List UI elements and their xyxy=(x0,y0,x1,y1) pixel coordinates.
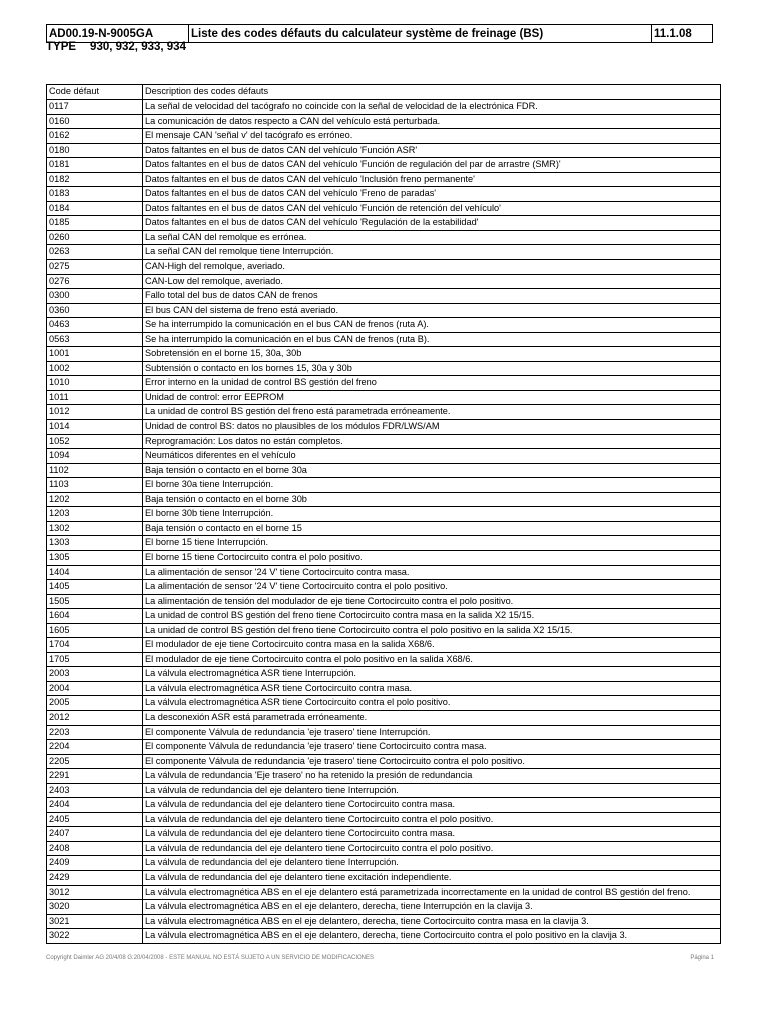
table-row xyxy=(47,594,721,609)
table-row xyxy=(47,114,721,129)
fault-description: La unidad de control BS gestión del freno está parametrada erróneamente. xyxy=(143,405,721,420)
table-row xyxy=(47,914,721,929)
table-row xyxy=(47,172,721,187)
fault-description: La alimentación de sensor '24 V' tiene Cortocircuito contra el polo positivo. xyxy=(143,580,721,595)
table-row xyxy=(47,332,721,347)
table-row xyxy=(47,623,721,638)
fault-code: 0260 xyxy=(47,230,143,245)
fault-code: 1010 xyxy=(47,376,143,391)
fault-description: La válvula electromagnética ASR tiene Cortocircuito contra el polo positivo. xyxy=(143,696,721,711)
fault-description: El modulador de eje tiene Cortocircuito contra el polo positivo en la salida X68/6. xyxy=(143,652,721,667)
fault-description: El modulador de eje tiene Cortocircuito contra masa en la salida X68/6. xyxy=(143,638,721,653)
fault-code: 0117 xyxy=(47,100,143,115)
table-row xyxy=(47,187,721,202)
fault-description: El borne 30a tiene Interrupción. xyxy=(143,478,721,493)
fault-code: 0275 xyxy=(47,260,143,275)
fault-description: La válvula de redundancia del eje delantero tiene Cortocircuito contra el polo positivo. xyxy=(143,812,721,827)
fault-description: La válvula de redundancia del eje delantero tiene Cortocircuito contra masa. xyxy=(143,798,721,813)
table-row xyxy=(47,318,721,333)
fault-description: Se ha interrumpido la comunicación en el bus CAN de frenos (ruta B). xyxy=(143,332,721,347)
fault-code: 1705 xyxy=(47,652,143,667)
table-row xyxy=(47,347,721,362)
fault-description: La señal de velocidad del tacógrafo no coincide con la señal de velocidad de la electrónica FDR. xyxy=(143,100,721,115)
table-row xyxy=(47,390,721,405)
table-row xyxy=(47,798,721,813)
fault-code: 1505 xyxy=(47,594,143,609)
fault-code-table xyxy=(46,84,721,944)
fault-code: 1605 xyxy=(47,623,143,638)
fault-description: La válvula de redundancia 'Eje trasero' no ha retenido la presión de redundancia xyxy=(143,769,721,784)
table-row xyxy=(47,100,721,115)
fault-code: 3012 xyxy=(47,885,143,900)
table-row xyxy=(47,885,721,900)
fault-description: La válvula de redundancia del eje delantero tiene Cortocircuito contra el polo positivo. xyxy=(143,841,721,856)
fault-description: El borne 30b tiene Interrupción. xyxy=(143,507,721,522)
fault-code: 1002 xyxy=(47,361,143,376)
fault-code: 2005 xyxy=(47,696,143,711)
fault-code: 0463 xyxy=(47,318,143,333)
table-row xyxy=(47,870,721,885)
fault-code: 0182 xyxy=(47,172,143,187)
fault-description: La desconexión ASR está parametrada erróneamente. xyxy=(143,710,721,725)
page-number: Página 1 xyxy=(690,955,714,961)
fault-description: El borne 15 tiene Cortocircuito contra el polo positivo. xyxy=(143,550,721,565)
fault-description: Reprogramación: Los datos no están completos. xyxy=(143,434,721,449)
fault-code: 0181 xyxy=(47,158,143,173)
table-row xyxy=(47,725,721,740)
table-row xyxy=(47,434,721,449)
table-row xyxy=(47,900,721,915)
table-row xyxy=(47,536,721,551)
fault-code: 1001 xyxy=(47,347,143,362)
fault-description: El mensaje CAN 'señal v' del tacógrafo es erróneo. xyxy=(143,129,721,144)
fault-code: 1012 xyxy=(47,405,143,420)
fault-code: 1103 xyxy=(47,478,143,493)
table-row xyxy=(47,710,721,725)
fault-description: La comunicación de datos respecto a CAN del vehículo está perturbada. xyxy=(143,114,721,129)
fault-description: CAN-High del remolque, averiado. xyxy=(143,260,721,275)
fault-code: 2012 xyxy=(47,710,143,725)
fault-description: Subtensión o contacto en los bornes 15, 30a y 30b xyxy=(143,361,721,376)
table-row xyxy=(47,129,721,144)
fault-code: 1102 xyxy=(47,463,143,478)
fault-code: 1604 xyxy=(47,609,143,624)
fault-description: Baja tensión o contacto en el borne 15 xyxy=(143,521,721,536)
fault-code: 3022 xyxy=(47,929,143,944)
table-row xyxy=(47,158,721,173)
table-row xyxy=(47,827,721,842)
fault-code: 3020 xyxy=(47,900,143,915)
table-row xyxy=(47,521,721,536)
table-row xyxy=(47,667,721,682)
fault-description: La válvula electromagnética ABS en el eje delantero, derecha, tiene Cortocircuito contra masa en la clavija 3. xyxy=(143,914,721,929)
fault-description: Datos faltantes en el bus de datos CAN del vehículo 'Función de retención del vehículo' xyxy=(143,201,721,216)
fault-description: La válvula de redundancia del eje delantero tiene excitación independiente. xyxy=(143,870,721,885)
table-row xyxy=(47,289,721,304)
fault-description: Datos faltantes en el bus de datos CAN del vehículo 'Freno de paradas' xyxy=(143,187,721,202)
fault-description: La unidad de control BS gestión del freno tiene Cortocircuito contra el polo positivo en la salida X2 15/15. xyxy=(143,623,721,638)
fault-code: 1303 xyxy=(47,536,143,551)
fault-code: 1704 xyxy=(47,638,143,653)
fault-description: Se ha interrumpido la comunicación en el bus CAN de frenos (ruta A). xyxy=(143,318,721,333)
fault-description: La unidad de control BS gestión del freno tiene Cortocircuito contra masa en la salida X2 15/15. xyxy=(143,609,721,624)
table-row xyxy=(47,580,721,595)
fault-code: 0180 xyxy=(47,143,143,158)
fault-code: 2408 xyxy=(47,841,143,856)
fault-description: Error interno en la unidad de control BS gestión del freno xyxy=(143,376,721,391)
fault-description: El borne 15 tiene Interrupción. xyxy=(143,536,721,551)
fault-code: 1014 xyxy=(47,420,143,435)
fault-code: 0162 xyxy=(47,129,143,144)
fault-code: 1404 xyxy=(47,565,143,580)
table-row xyxy=(47,841,721,856)
fault-code: 1202 xyxy=(47,492,143,507)
fault-code: 2403 xyxy=(47,783,143,798)
fault-description: La válvula electromagnética ASR tiene Cortocircuito contra masa. xyxy=(143,681,721,696)
table-row xyxy=(47,769,721,784)
fault-code: 2429 xyxy=(47,870,143,885)
fault-code: 0160 xyxy=(47,114,143,129)
table-row xyxy=(47,638,721,653)
table-row xyxy=(47,565,721,580)
table-row xyxy=(47,696,721,711)
doc-date: 11.1.08 xyxy=(652,25,713,43)
table-row xyxy=(47,143,721,158)
fault-code: 0276 xyxy=(47,274,143,289)
fault-description: La alimentación de tensión del modulador de eje tiene Cortocircuito contra el polo positivo. xyxy=(143,594,721,609)
table-row xyxy=(47,420,721,435)
fault-code: 2205 xyxy=(47,754,143,769)
fault-code: 0300 xyxy=(47,289,143,304)
fault-description: La válvula de redundancia del eje delantero tiene Interrupción. xyxy=(143,783,721,798)
table-row xyxy=(47,361,721,376)
fault-description: Unidad de control: error EEPROM xyxy=(143,390,721,405)
fault-code: 1405 xyxy=(47,580,143,595)
fault-description: La alimentación de sensor '24 V' tiene Cortocircuito contra masa. xyxy=(143,565,721,580)
table-row xyxy=(47,507,721,522)
doc-title: Liste des codes défauts du calculateur système de freinage (BS) xyxy=(189,25,652,43)
fault-code: 2409 xyxy=(47,856,143,871)
table-row xyxy=(47,405,721,420)
table-row xyxy=(47,740,721,755)
fault-description: La señal CAN del remolque es errónea. xyxy=(143,230,721,245)
table-row xyxy=(47,260,721,275)
table-row xyxy=(47,274,721,289)
fault-code: 0360 xyxy=(47,303,143,318)
table-row xyxy=(47,216,721,231)
fault-code: 2404 xyxy=(47,798,143,813)
table-row xyxy=(47,929,721,944)
fault-description: Datos faltantes en el bus de datos CAN del vehículo 'Regulación de la estabilidad' xyxy=(143,216,721,231)
fault-description: El bus CAN del sistema de freno está averiado. xyxy=(143,303,721,318)
fault-description: La válvula electromagnética ABS en el eje delantero está parametrizada incorrectamente en la unidad de control BS gestión del freno. xyxy=(143,885,721,900)
fault-code: 0263 xyxy=(47,245,143,260)
fault-description: Fallo total del bus de datos CAN de frenos xyxy=(143,289,721,304)
table-row xyxy=(47,550,721,565)
table-row xyxy=(47,492,721,507)
fault-code: 0563 xyxy=(47,332,143,347)
fault-code: 2407 xyxy=(47,827,143,842)
fault-description: La válvula de redundancia del eje delantero tiene Cortocircuito contra masa. xyxy=(143,827,721,842)
table-row xyxy=(47,303,721,318)
fault-code: 2004 xyxy=(47,681,143,696)
column-header-code: Code défaut xyxy=(47,85,143,100)
table-row xyxy=(47,230,721,245)
fault-code: 2003 xyxy=(47,667,143,682)
type-value: 930, 932, 933, 934 xyxy=(90,41,186,53)
table-row xyxy=(47,856,721,871)
doc-id: AD00.19-N-9005GA xyxy=(47,25,189,43)
fault-code: 2291 xyxy=(47,769,143,784)
table-row xyxy=(47,812,721,827)
table-row xyxy=(47,449,721,464)
fault-description: Sobretensión en el borne 15, 30a, 30b xyxy=(143,347,721,362)
fault-code: 2203 xyxy=(47,725,143,740)
table-row xyxy=(47,609,721,624)
fault-description: Baja tensión o contacto en el borne 30a xyxy=(143,463,721,478)
fault-description: La válvula electromagnética ASR tiene Interrupción. xyxy=(143,667,721,682)
table-row xyxy=(47,478,721,493)
fault-code: 2405 xyxy=(47,812,143,827)
fault-code: 1094 xyxy=(47,449,143,464)
fault-description: CAN-Low del remolque, averiado. xyxy=(143,274,721,289)
fault-description: La válvula electromagnética ABS en el eje delantero, derecha, tiene Interrupción en la clavija 3. xyxy=(143,900,721,915)
fault-description: Neumáticos diferentes en el vehículo xyxy=(143,449,721,464)
table-header-row xyxy=(47,85,721,100)
fault-description: Datos faltantes en el bus de datos CAN del vehículo 'Inclusión freno permanente' xyxy=(143,172,721,187)
fault-code: 1302 xyxy=(47,521,143,536)
vehicle-type-line xyxy=(46,41,186,53)
fault-code: 1011 xyxy=(47,390,143,405)
fault-code: 1052 xyxy=(47,434,143,449)
fault-code: 2204 xyxy=(47,740,143,755)
fault-description: Datos faltantes en el bus de datos CAN del vehículo 'Función ASR' xyxy=(143,143,721,158)
table-row xyxy=(47,754,721,769)
table-row xyxy=(47,245,721,260)
fault-code: 0183 xyxy=(47,187,143,202)
column-header-description: Description des codes défauts xyxy=(143,85,721,100)
fault-code: 0185 xyxy=(47,216,143,231)
fault-description: El componente Válvula de redundancia 'eje trasero' tiene Cortocircuito contra el polo positivo. xyxy=(143,754,721,769)
fault-description: La válvula electromagnética ABS en el eje delantero, derecha, tiene Cortocircuito contra el polo positivo en la clavija 3. xyxy=(143,929,721,944)
table-row xyxy=(47,652,721,667)
table-row xyxy=(47,376,721,391)
fault-code: 1203 xyxy=(47,507,143,522)
table-row xyxy=(47,783,721,798)
page-footer xyxy=(46,955,714,961)
table-row xyxy=(47,463,721,478)
type-label: TYPE xyxy=(46,41,77,53)
fault-description: Datos faltantes en el bus de datos CAN del vehículo 'Función de regulación del par de arrastre (SMR)' xyxy=(143,158,721,173)
fault-description: Unidad de control BS: datos no plausibles de los módulos FDR/LWS/AM xyxy=(143,420,721,435)
table-row xyxy=(47,681,721,696)
fault-description: El componente Válvula de redundancia 'eje trasero' tiene Interrupción. xyxy=(143,725,721,740)
fault-code: 1305 xyxy=(47,550,143,565)
fault-description: La válvula de redundancia del eje delantero tiene Interrupción. xyxy=(143,856,721,871)
fault-description: El componente Válvula de redundancia 'eje trasero' tiene Cortocircuito contra masa. xyxy=(143,740,721,755)
fault-code: 3021 xyxy=(47,914,143,929)
fault-description: La señal CAN del remolque tiene Interrupción. xyxy=(143,245,721,260)
fault-code: 0184 xyxy=(47,201,143,216)
fault-description: Baja tensión o contacto en el borne 30b xyxy=(143,492,721,507)
table-row xyxy=(47,201,721,216)
footer-copyright: Copyright Daimler AG 20/4/08 G:20/04/2008 - ESTE MANUAL NO ESTÁ SUJETO A UN SERVICIO DE MODIFICACIONES xyxy=(46,955,374,961)
